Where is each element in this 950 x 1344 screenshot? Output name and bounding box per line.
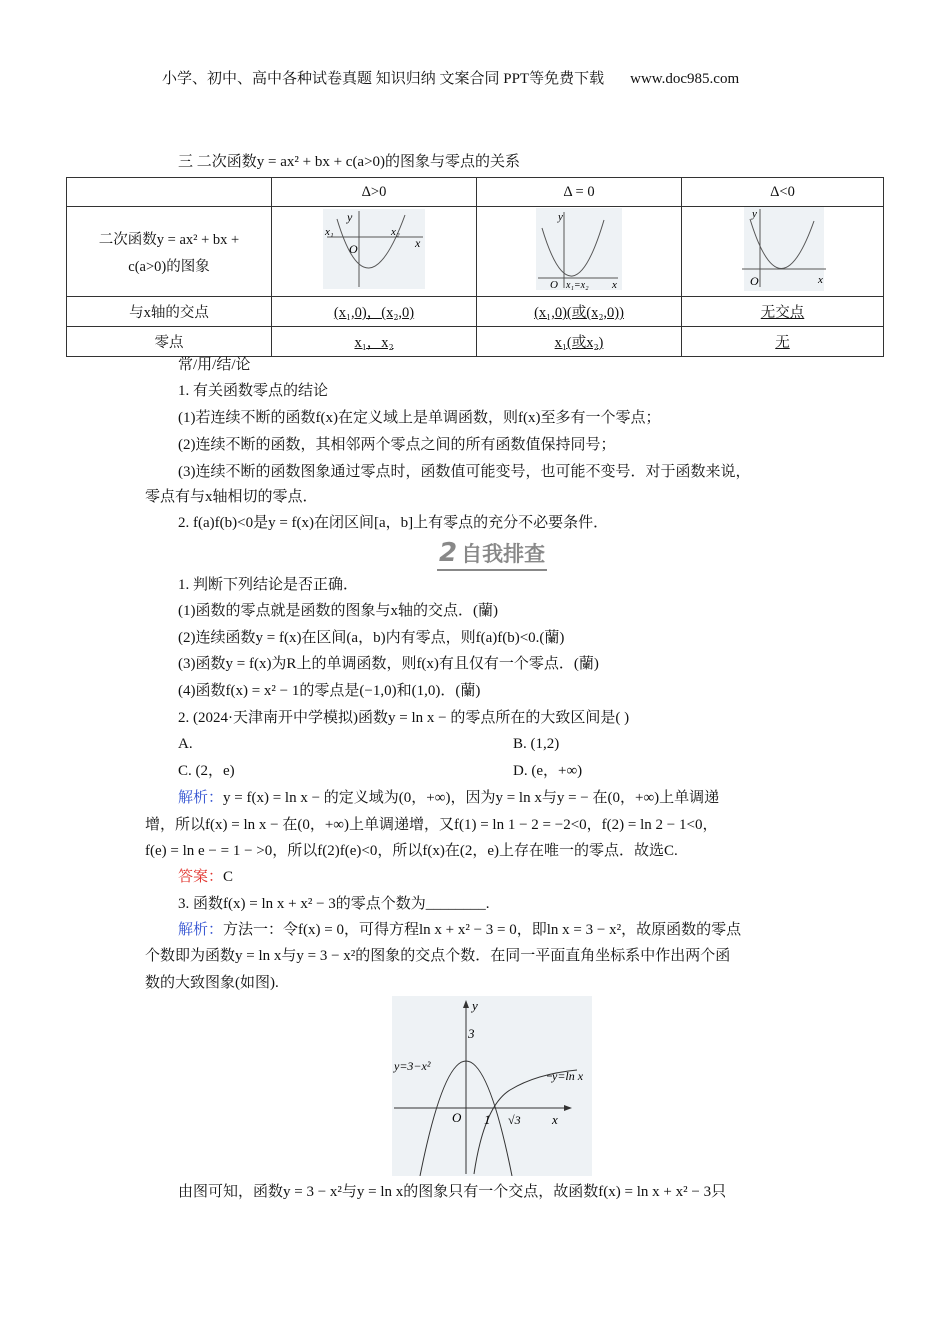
svg-text:y=3−x²: y=3−x² (394, 1059, 431, 1073)
table-cell: x₁，x₂ (272, 327, 477, 357)
option-a: A. (178, 736, 193, 752)
answer-label: 答案： (178, 869, 224, 885)
answer-line (178, 867, 233, 887)
zero-point-table (66, 177, 884, 357)
row-label: 零点 (67, 327, 272, 357)
analysis-label: 解析： (178, 790, 224, 806)
question-stem: 3. 函数f(x) = ln x + x² − 3的零点个数为________. (178, 896, 490, 912)
option-b: B. (1,2) (513, 736, 560, 752)
text-line: 2. f(a)f(b)<0是y = f(x)在闭区间[a，b]上有零点的充分不必要条件． (178, 515, 609, 531)
text-line: 增，所以f(x) = ln x − 在(0，+∞)上单调递增，又f(1) = ln 1 − 2 = −2<0，f(2) = ln 2 − 1<0， (145, 817, 718, 833)
text-line (178, 920, 741, 940)
text-line: 零点有与x轴相切的零点． (145, 489, 318, 505)
text-line: 个数即为函数y = ln x与y = 3 − x²的图象的交点个数．在同一平面直角坐标系中作出两个函 (145, 948, 731, 964)
graph-positive-delta (272, 207, 477, 297)
table-cell: (x₁,0)，(x₂,0) (272, 297, 477, 327)
table-cell: (x₁,0)(或(x₂,0)) (477, 297, 682, 327)
svg-text:1: 1 (484, 1112, 491, 1127)
graph-zero-delta (477, 207, 682, 297)
svg-text:O: O (749, 274, 759, 288)
svg-text:x₂: x₂ (391, 226, 400, 238)
text-line: (1)若连续不断的函数f(x)在定义域上是单调函数，则f(x)至多有一个零点； (178, 410, 661, 426)
table-cell: x₁(或x₂) (477, 327, 682, 357)
svg-text:x: x (552, 1112, 558, 1127)
text-line: (2)连续不断的函数，其相邻两个零点之间的所有函数值保持同号； (178, 437, 616, 453)
analysis-label: 解析： (178, 922, 224, 938)
conclusion-heading: 常/用/结/论 (178, 357, 251, 373)
svg-text:x₁=x₂: x₁=x₂ (566, 280, 589, 290)
question-stem: 1. 判断下列结论是否正确． (178, 577, 359, 593)
svg-text:y: y (347, 210, 353, 224)
text-line: (4)函数f(x) = x² − 1的零点是(−1,0)和(1,0)．(蘭) (178, 683, 481, 699)
svg-text:O: O (349, 242, 358, 256)
graph-negative-delta (682, 207, 884, 297)
table-header: Δ = 0 (477, 178, 682, 207)
text-line: (2)连续函数y = f(x)在区间(a，b)内有零点，则f(a)f(b)<0.(蘭) (178, 630, 565, 646)
header-text: 小学、初中、高中各种试卷真题 知识归纳 文案合同 PPT等免费下载 (162, 71, 605, 87)
svg-text:y: y (472, 998, 478, 1013)
text-line: f(e) = ln e − = 1 − >0，所以f(2)f(e)<0，所以f(x)在(2，e)上存在唯一的零点．故选C. (145, 843, 678, 859)
svg-text:3: 3 (468, 1026, 475, 1041)
svg-text:y: y (751, 208, 757, 220)
table-header: Δ>0 (272, 178, 477, 207)
text-line: (1)函数的零点就是函数的图象与x轴的交点．(蘭) (178, 603, 498, 619)
svg-text:O: O (550, 279, 558, 290)
table-cell: 无 (682, 327, 884, 357)
answer-value: C (223, 869, 234, 885)
svg-text:x: x (817, 274, 823, 286)
svg-text:x: x (612, 279, 617, 290)
banner-text: 自我排查 (461, 542, 546, 566)
text-line: 由图可知，函数y = 3 − x²与y = ln x的图象只有一个交点，故函数f(x) = ln x + x² − 3只 (178, 1184, 727, 1200)
analysis-text: 方法一：令f(x) = 0，可得方程ln x + x² − 3 = 0，即ln x = 3 − x²，故原函数的零点 (223, 922, 742, 938)
section-title: 三 二次函数y = ax² + bx + c(a>0)的图象与零点的关系 (178, 154, 521, 170)
svg-text:y=ln x: y=ln x (552, 1069, 584, 1083)
text-line: 数的大致图象(如图). (145, 975, 279, 991)
row-label (67, 207, 272, 297)
function-graph (392, 996, 592, 1176)
analysis-text: y = f(x) = ln x − 的定义域为(0，+∞)，因为y = ln x与y = − 在(0，+∞)上单调递 (223, 790, 720, 806)
svg-text:x: x (415, 236, 421, 250)
section-banner (437, 538, 547, 571)
option-d: D. (e，+∞) (513, 763, 583, 779)
text-line: (3)函数y = f(x)为R上的单调函数，则f(x)有且仅有一个零点．(蘭) (178, 656, 599, 672)
banner-number: 2 (439, 538, 458, 568)
page-header (162, 69, 739, 89)
row-label-line: 二次函数y = ax² + bx + (98, 231, 240, 248)
option-c: C. (2，e) (178, 763, 235, 779)
text-line: (3)连续不断的函数图象通过零点时，函数值可能变号，也可能不变号．对于函数来说， (178, 464, 751, 480)
table-header (67, 178, 272, 207)
svg-text:√3: √3 (508, 1113, 521, 1127)
table-header: Δ<0 (682, 178, 884, 207)
header-url[interactable]: www.doc985.com (630, 71, 740, 87)
row-label: 与x轴的交点 (67, 297, 272, 327)
question-stem: 2. (2024·天津南开中学模拟)函数y = ln x − 的零点所在的大致区间是( ) (178, 710, 630, 726)
table-cell: 无交点 (682, 297, 884, 327)
row-label-line: c(a>0)的图象 (128, 258, 210, 275)
svg-text:y: y (558, 211, 563, 223)
text-line: 1. 有关函数零点的结论 (178, 383, 329, 399)
text-line (178, 788, 719, 808)
svg-text:O: O (452, 1110, 462, 1125)
svg-text:x₁: x₁ (325, 226, 334, 238)
